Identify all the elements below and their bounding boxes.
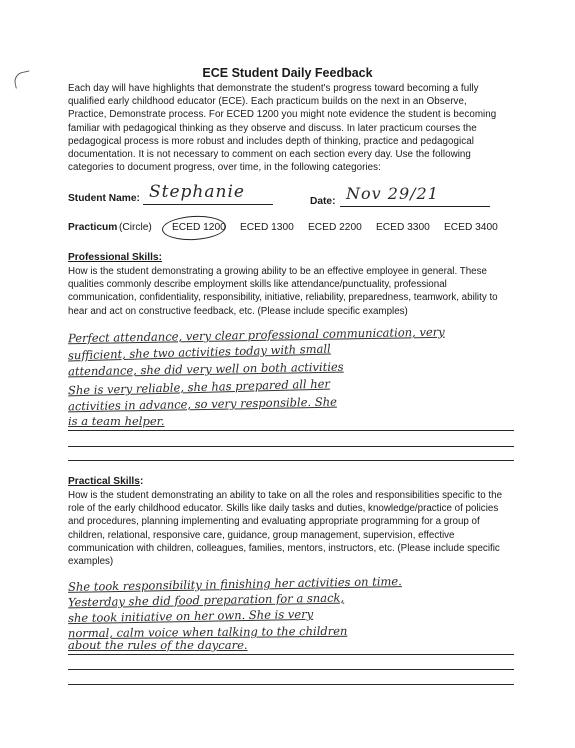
practicum-circle-hint: (Circle) [119,222,152,233]
practicum-option-eced-3400[interactable]: ECED 3400 [444,222,498,233]
practicum-option-eced-1300[interactable]: ECED 1300 [240,222,294,233]
professional-handwriting-line-3: attendance, she did very well on both activities [67,359,344,379]
practical-skills-description: How is the student demonstrating an ability to take on all the roles and responsibilities specific to the role of the early childhood educator. Skills like daily tasks and duties, knowledge/practice of policies and procedures, planning implementing and evaluating appropriate programming for a group of children, relational, responsive care, guidance, group management, supervision, effective communication with children, colleagues, families, mentors, instructors, etc. (Please include specific examples) [68,490,503,568]
practicum-option-eced-3300[interactable]: ECED 3300 [376,222,430,233]
professional-handwriting-line-6: is a team helper. [68,414,165,428]
practicum-label: Practicum [68,222,118,233]
practical-handwriting-line-1: She took responsibility in finishing her activities on time. [67,574,402,594]
practical-handwriting-line-5: about the rules of the daycare. [68,638,248,652]
professional-skills-heading: Professional Skills: [68,252,162,263]
professional-handwriting-line-2: sufficient, she two activities today with small [67,341,331,363]
form-intro: Each day will have highlights that demonstrate the student's progress toward becoming a fully qualified early childhood educator (ECE). Each practicum builds on the next in an Observe, Practice, Demonstrate process. For ECED 1200 you might note evidence the student is becoming familiar with pedagogical thinking as they observe and discuss. In later practicum courses the pedagogical process is more robust and includes depth of thinking, practice and pedagogical documentation. It is not necessary to comment on each section every day. Use the following categories to document progress, over time, in the following categories: [68,83,497,174]
practicum-option-eced-2200[interactable]: ECED 2200 [308,222,362,233]
professional-ruled-line-1 [68,430,514,431]
professional-handwriting-line-4: She is very reliable, she has prepared all her [67,376,331,398]
practical-skills-heading-row [68,476,143,487]
practical-skills-response-area[interactable] [68,568,518,688]
date-value: Nov 29/21 [346,184,439,203]
student-name-field[interactable] [143,182,273,205]
professional-ruled-line-2 [68,446,514,447]
practical-skills-heading: Practical Skills [68,476,140,487]
student-name-value: Stephanie [149,182,245,202]
practicum-row [68,222,528,233]
professional-handwriting-line-1: Perfect attendance, very clear professional communication, very [67,324,445,346]
practicum-option-eced-1200[interactable]: ECED 1200 [172,222,226,233]
date-field[interactable] [340,184,490,207]
practical-ruled-line-1 [68,654,514,655]
practical-skills-heading-colon: : [139,476,144,487]
practical-ruled-line-3 [68,684,514,685]
date-label: Date: [310,196,336,207]
professional-skills-response-area[interactable] [68,320,518,460]
practical-ruled-line-2 [68,669,514,670]
professional-skills-description: How is the student demonstrating a growing ability to be an effective employee in general. These qualities commonly describe employment skills like attendance/punctuality, professional communication, confidentiality, responsibility, initiative, reliability, preparedness, teamwork, ability to hear and act on constructive feedback, etc. (Please include specific examples) [68,266,498,317]
practical-handwriting-line-4: normal, calm voice when talking to the children [67,623,348,641]
practical-handwriting-line-3: she took initiative on her own. She is very [67,606,314,626]
professional-handwriting-line-5: activities in advance, so very responsible. She [67,394,337,414]
student-name-label: Student Name: [68,193,140,204]
professional-ruled-line-3 [68,460,514,461]
practical-handwriting-line-2: Yesterday she did food preparation for a snack, [67,590,345,610]
form-title: ECE Student Daily Feedback [202,66,373,80]
